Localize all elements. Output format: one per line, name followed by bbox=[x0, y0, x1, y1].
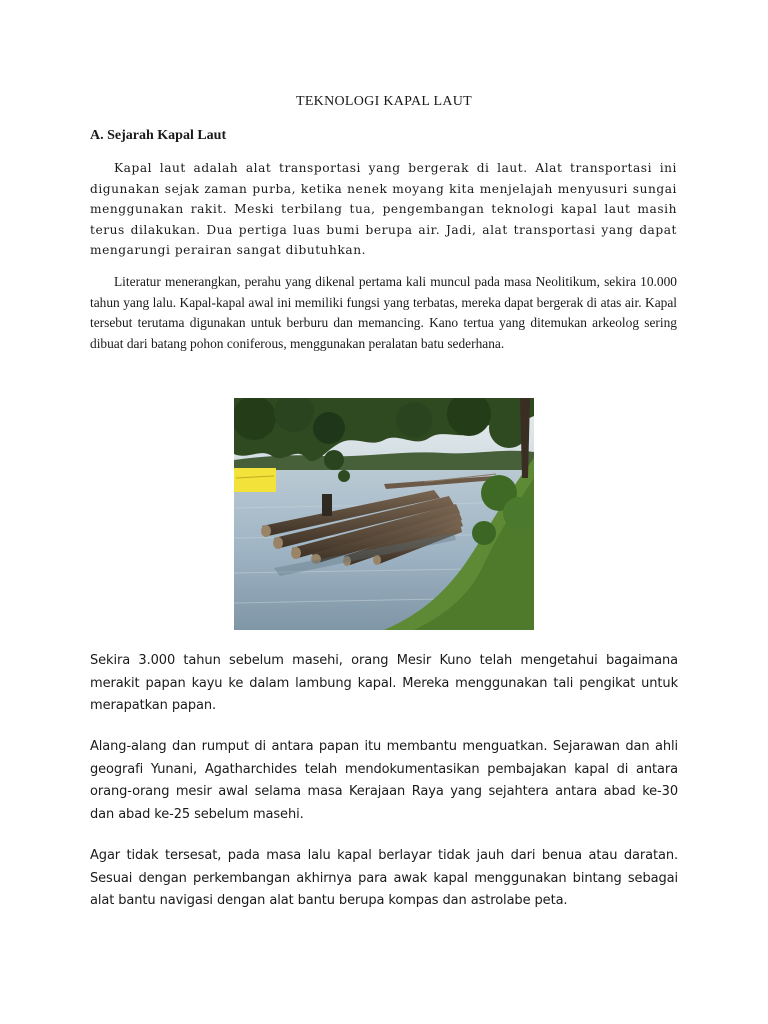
paragraph-4: Alang-alang dan rumput di antara papan itu membantu menguatkan. Sejarawan dan ahli geografi Yunani, Agatharchides telah mendokumentasikan pembajakan kapal di antara orang-orang mesir awal selama masa Kerajaan Raya yang sejahtera antara abad ke-30 dan abad ke-25 sebelum masehi. bbox=[90, 739, 678, 822]
raft-photo bbox=[234, 398, 534, 630]
paragraph-1: Kapal laut adalah alat transportasi yang bergerak di laut. Alat transportasi ini digunakan sejak zaman purba, ketika nenek moyang kita menjelajah menyusuri sungai menggunakan rakit. Meski terbilang tua, pengembangan teknologi kapal laut masih terus dilakukan. Dua pertiga luas bumi berupa air. Jadi, alat transportasi yang dapat mengarungi perairan sangat dibutuhkan. bbox=[90, 161, 677, 258]
paragraph-5: Agar tidak tersesat, pada masa lalu kapal berlayar tidak jauh dari benua atau daratan. Sesuai dengan perkembangan akhirnya para awak kapal menggunakan bintang sebagai alat bantu navigasi dengan alat bantu berupa kompas dan astrolabe peta. bbox=[90, 848, 678, 909]
document-title: TEKNOLOGI KAPAL LAUT bbox=[295, 94, 473, 109]
paragraph-3: Sekira 3.000 tahun sebelum masehi, orang Mesir Kuno telah mengetahui bagaimana merakit papan kayu ke dalam lambung kapal. Mereka menggunakan tali pengikat untuk merapatkan papan. bbox=[90, 653, 678, 714]
paragraph-2: Literatur menerangkan, perahu yang dikenal pertama kali muncul pada masa Neolitikum, sekira 10.000 tahun yang lalu. Kapal-kapal awal ini memiliki fungsi yang terbatas, mereka dapat bergerak di atas air. Kapal tersebut terutama digunakan untuk berburu dan memancing. Kano tertua yang ditemukan arkeolog sering dibuat dari batang pohon coniferous, menggunakan peralatan batu sederhana. bbox=[90, 274, 677, 351]
section-heading: A. Sejarah Kapal Laut bbox=[90, 128, 227, 143]
